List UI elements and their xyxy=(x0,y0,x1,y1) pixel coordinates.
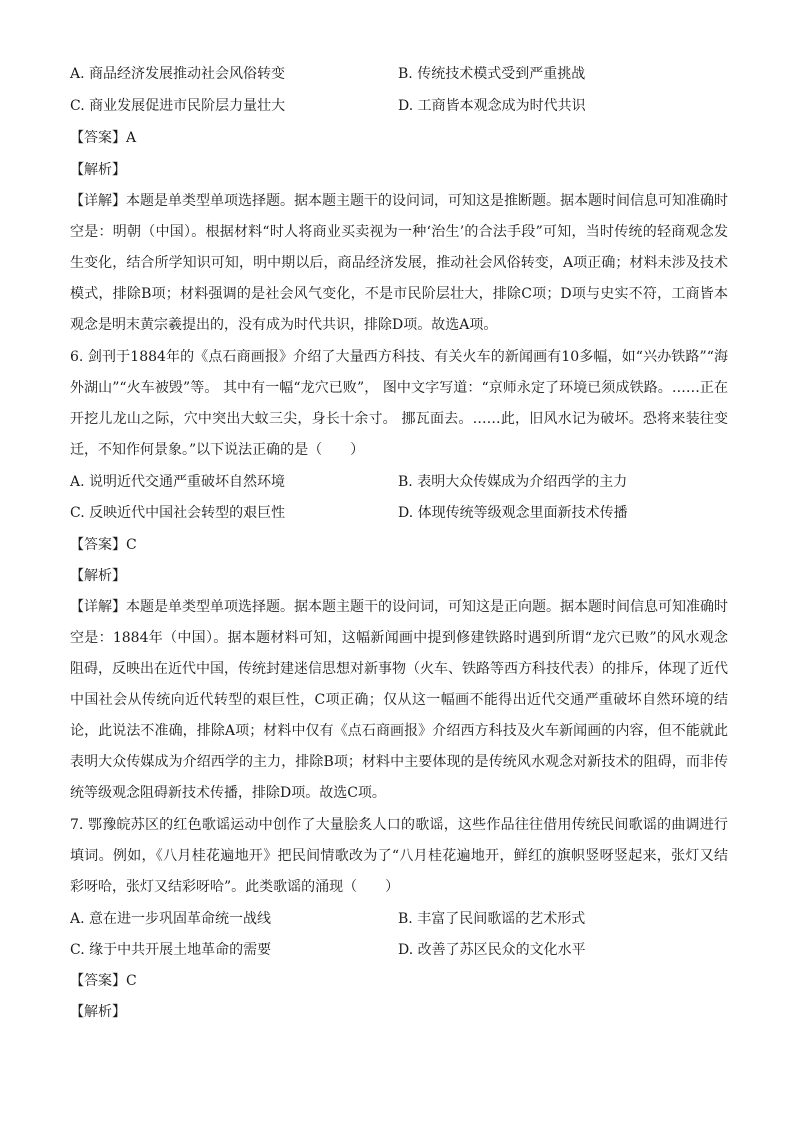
q5-options-row-1 xyxy=(70,64,730,84)
q7-option-d: D. 改善了苏区民众的文化水平 xyxy=(398,942,586,958)
q6-options-row-1 xyxy=(70,472,730,492)
q6-option-a: A. 说明近代交通严重破坏自然环境 xyxy=(70,474,286,490)
q5-answer: 【答案】A xyxy=(70,130,137,146)
q7-answer: 【答案】C xyxy=(70,973,137,989)
q5-detail: 【详解】本题是单类型单项选择题。据本题主题干的设问词，可知这是推断题。据本题时间信息可知准确时空是：明朝（中国）。根据材料“时人将商业买卖视为一种‘治生’的合法手段”可知，当时传统的轻商观念发生变化，结合所学知识可知，明中期以后，商品经济发展，推动社会风俗转变，A项正确；材料未涉及技术模式，排除B项；材料强调的是社会风气变化，不是市民阶层壮大，排除C项；D项与史实不符，工商皆本观念是明末黄宗羲提出的，没有成为时代共识，排除D项。故选A项。 xyxy=(70,193,728,333)
q5-analysis-heading: 【解析】 xyxy=(70,162,126,178)
q6-options-row-2 xyxy=(70,503,730,523)
q7-stem: 7. 鄂豫皖苏区的红色歌谣运动中创作了大量脍炙人口的歌谣，这些作品往往借用传统民间歌谣的曲调进行填词。例如，《八月桂花遍地开》把民间情歌改为了“八月桂花遍地开，鲜红的旗帜竖呀竖起来，张灯又结彩呀哈，张灯又结彩呀哈”。此类歌谣的涌现（ ） xyxy=(70,817,728,895)
q6-stem: 6. 剑刊于1884年的《点石商画报》介绍了大量西方科技、有关火车的新闻画有10多幅，如“兴办铁路”“海外湖山”“火车被毁”等。 其中有一幅“龙穴已败”， 图中文字写道：“京师永定了环境已须成铁路。……正在开挖儿龙山之际，穴中突出大蚊三尖，身长十余寸。 挪瓦面去。……此，旧风水记为破坏。恐将来装往变迁，不知作何景象。”以下说法正确的是（ ） xyxy=(70,349,728,458)
q6-option-b: B. 表明大众传媒成为介绍西学的主力 xyxy=(398,474,628,490)
q6-option-d: D. 体现传统等级观念里面新技术传播 xyxy=(398,505,628,521)
q7-option-b: B. 丰富了民间歌谣的艺术形式 xyxy=(398,911,586,927)
q7-options-row-2 xyxy=(70,940,730,960)
q7-analysis-heading: 【解析】 xyxy=(70,1004,126,1020)
q6-detail: 【详解】本题是单类型单项选择题。据本题主题干的设问词，可知这是正向题。据本题时间信息可知准确时空是：1884年（中国）。据本题材料可知，这幅新闻画中提到修建铁路时遇到所谓“龙穴已败”的风水观念阻碍，反映出在近代中国，传统封建迷信思想对新事物（火车、铁路等西方科技代表）的排斥，体现了近代中国社会从传统向近代转型的艰巨性，C项正确；仅从这一幅画不能得出近代交通严重破坏自然环境的结论，此说法不准确，排除A项；材料中仅有《点石商画报》介绍西方科技及火车新闻画的内容，但不能就此表明大众传媒成为介绍西学的主力，排除B项；材料中主要体现的是传统风水观念对新技术的阻碍，而非传统等级观念阻碍新技术传播，排除D项。故选C项。 xyxy=(70,599,728,801)
q5-option-c: C. 商业发展促进市民阶层力量壮大 xyxy=(70,98,286,114)
q6-option-c: C. 反映近代中国社会转型的艰巨性 xyxy=(70,505,286,521)
q7-option-c: C. 缘于中共开展土地革命的需要 xyxy=(70,942,272,958)
q6-analysis-heading: 【解析】 xyxy=(70,568,126,584)
q5-options-row-2 xyxy=(70,96,730,116)
q5-option-b: B. 传统技术模式受到严重挑战 xyxy=(398,66,586,82)
q7-option-a: A. 意在进一步巩固革命统一战线 xyxy=(70,911,272,927)
q5-option-a: A. 商品经济发展推动社会风俗转变 xyxy=(70,66,286,82)
q5-option-d: D. 工商皆本观念成为时代共识 xyxy=(398,98,586,114)
q7-options-row-1 xyxy=(70,909,730,929)
q6-answer: 【答案】C xyxy=(70,537,137,553)
